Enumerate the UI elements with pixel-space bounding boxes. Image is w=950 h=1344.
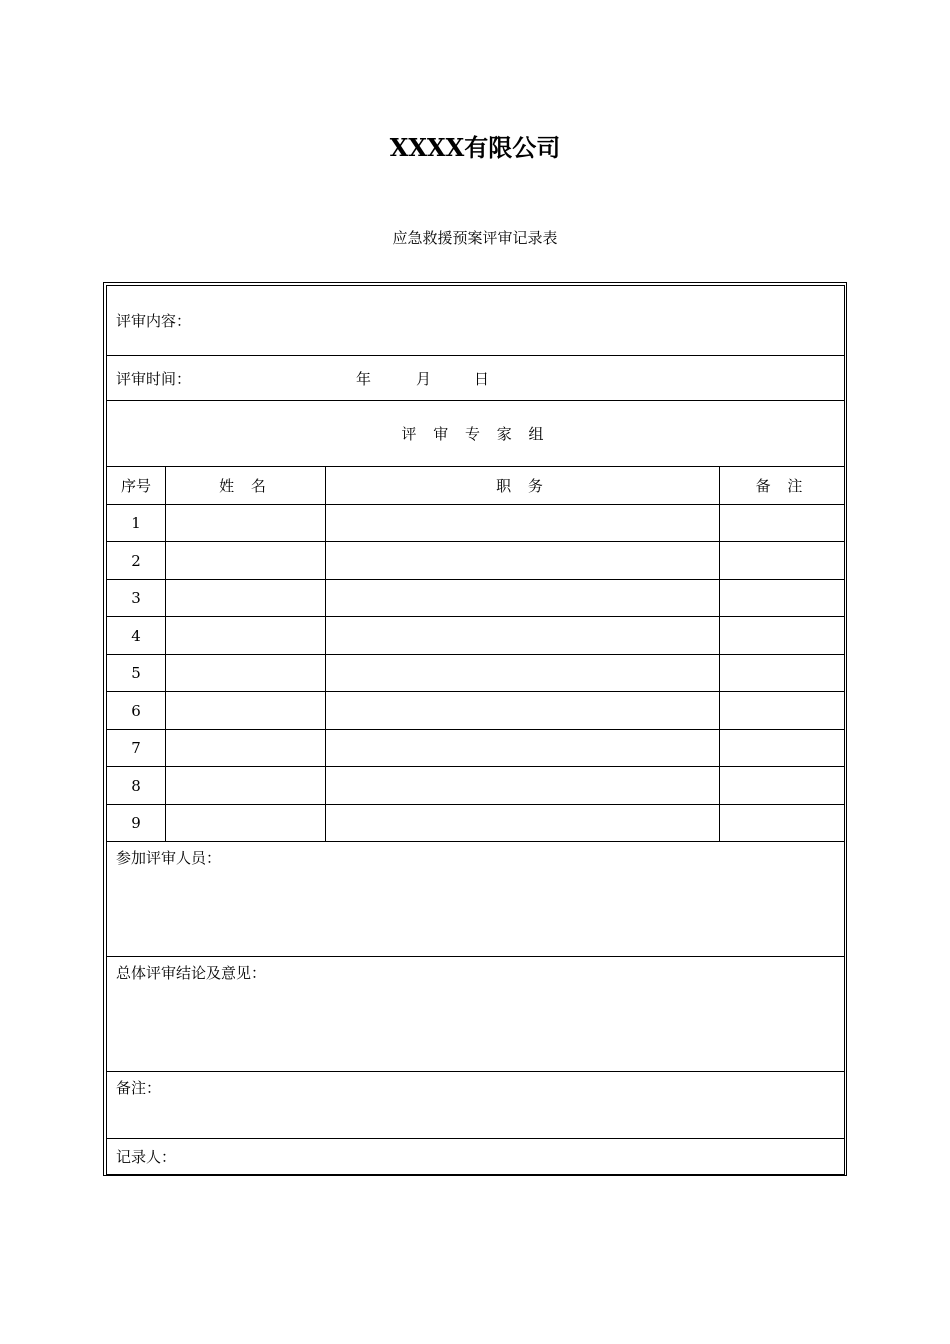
- table-row: [107, 805, 845, 842]
- review-content-row: [107, 286, 845, 356]
- review-content-cell[interactable]: [107, 286, 845, 356]
- row-number: 5: [107, 655, 166, 692]
- position-cell[interactable]: [326, 692, 720, 730]
- remarks-row: [107, 1072, 845, 1139]
- position-cell[interactable]: [326, 767, 720, 805]
- date-day-label: 日: [474, 369, 490, 388]
- expert-group-row: [107, 401, 845, 467]
- expert-group-heading: 评 审 专 家 组: [401, 425, 550, 443]
- name-cell[interactable]: [166, 767, 326, 805]
- position-cell[interactable]: [326, 580, 720, 617]
- remark-cell[interactable]: [720, 730, 845, 767]
- participants-label: 参加评审人员：: [116, 849, 222, 867]
- review-record-form: [103, 282, 847, 1176]
- name-cell[interactable]: [166, 542, 326, 580]
- conclusion-row: [107, 957, 845, 1072]
- participants-cell[interactable]: [107, 842, 845, 957]
- recorder-label: 记录人：: [116, 1148, 177, 1166]
- name-cell[interactable]: [166, 580, 326, 617]
- column-header-name: 姓 名: [166, 467, 326, 505]
- table-row: [107, 580, 845, 617]
- name-cell[interactable]: [166, 505, 326, 542]
- remark-cell[interactable]: [720, 767, 845, 805]
- date-month-label: 月: [416, 369, 432, 388]
- conclusion-label: 总体评审结论及意见：: [116, 964, 267, 982]
- date-year-label: 年: [356, 369, 372, 388]
- name-cell[interactable]: [166, 805, 326, 842]
- row-number: 7: [107, 730, 166, 767]
- remark-cell[interactable]: [720, 580, 845, 617]
- position-cell[interactable]: [326, 542, 720, 580]
- remark-cell[interactable]: [720, 692, 845, 730]
- recorder-cell[interactable]: [107, 1139, 845, 1175]
- table-row: [107, 655, 845, 692]
- name-cell[interactable]: [166, 692, 326, 730]
- name-cell[interactable]: [166, 655, 326, 692]
- row-number: 6: [107, 692, 166, 730]
- review-time-label: 评审时间：: [116, 369, 192, 388]
- row-number: 1: [107, 505, 166, 542]
- conclusion-cell[interactable]: [107, 957, 845, 1072]
- column-header-position: 职 务: [326, 467, 720, 505]
- row-number: 8: [107, 767, 166, 805]
- expert-group-cell: [107, 401, 845, 467]
- table-header-row: [107, 467, 845, 505]
- table-row: [107, 730, 845, 767]
- row-number: 2: [107, 542, 166, 580]
- remarks-label: 备注：: [116, 1079, 162, 1097]
- review-record-table: [106, 285, 845, 1175]
- row-number: 4: [107, 617, 166, 655]
- remark-cell[interactable]: [720, 505, 845, 542]
- position-cell[interactable]: [326, 617, 720, 655]
- name-cell[interactable]: [166, 617, 326, 655]
- form-title: 应急救援预案评审记录表: [392, 229, 558, 247]
- company-title: XXXX有限公司: [389, 133, 561, 162]
- remark-cell[interactable]: [720, 617, 845, 655]
- review-time-cell[interactable]: [107, 356, 845, 401]
- review-time-row: [107, 356, 845, 401]
- row-number: 3: [107, 580, 166, 617]
- table-row: [107, 542, 845, 580]
- column-header-no: 序号: [107, 467, 166, 505]
- table-row: [107, 692, 845, 730]
- position-cell[interactable]: [326, 805, 720, 842]
- position-cell[interactable]: [326, 655, 720, 692]
- table-row: [107, 617, 845, 655]
- position-cell[interactable]: [326, 505, 720, 542]
- participants-row: [107, 842, 845, 957]
- table-row: [107, 767, 845, 805]
- remark-cell[interactable]: [720, 542, 845, 580]
- column-header-remark: 备 注: [720, 467, 845, 505]
- name-cell[interactable]: [166, 730, 326, 767]
- recorder-row: [107, 1139, 845, 1175]
- remark-cell[interactable]: [720, 805, 845, 842]
- review-content-label: 评审内容：: [116, 312, 192, 330]
- row-number: 9: [107, 805, 166, 842]
- remarks-cell[interactable]: [107, 1072, 845, 1139]
- remark-cell[interactable]: [720, 655, 845, 692]
- table-row: [107, 505, 845, 542]
- position-cell[interactable]: [326, 730, 720, 767]
